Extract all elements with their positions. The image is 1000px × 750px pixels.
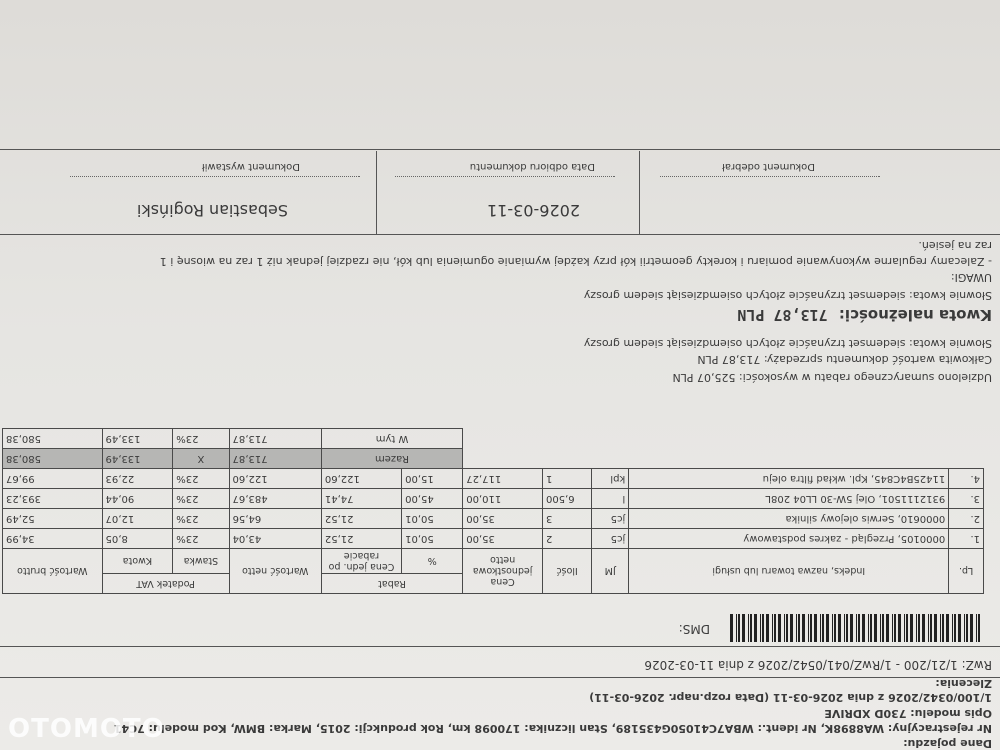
col-vat-rate: Stawka bbox=[173, 549, 229, 574]
received-by-label: Dokument odebrał bbox=[721, 161, 815, 172]
orders-line: 1/100/0342/2026 z dnia 2026-03-11 (Data rozp.napr. 2026-03-11) bbox=[589, 691, 992, 704]
razem-label: Razem bbox=[321, 449, 462, 469]
table-row: 4. 11425B4C845, Kpl. wkład filtra oleju kpl 1 117,27 15,00 122,60 122,60 23% 22,93 99,67 bbox=[3, 469, 984, 489]
discount-line: Udzielono sumarycznego rabatu w wysokości: 525,07 PLN bbox=[672, 371, 992, 384]
wtym-row: W tym 713,87 23% 133,49 580,38 bbox=[3, 429, 984, 449]
col-name: Indeks, nazwa towaru lub usługi bbox=[629, 549, 949, 594]
barcode bbox=[730, 614, 980, 642]
col-vat-amount: Kwota bbox=[102, 549, 173, 574]
total-value-line: Całkowita wartość dokumentu sprzedaży: 713,87 PLN bbox=[697, 353, 992, 366]
col-rebate: Rabat bbox=[321, 574, 462, 594]
amount-due-label: Kwota należności: bbox=[838, 306, 992, 324]
table-row: 2. 0000610, Serwis olejowy silnika jc5 3 35,00 50,01 21,52 64,56 23% 12,07 52,49 bbox=[3, 509, 984, 529]
col-unit-price: Cena jednostkowa netto bbox=[463, 549, 543, 594]
received-date-label: Data odbioru dokumentu bbox=[469, 161, 595, 172]
col-rebate-price: Cena jedn. po rabacie bbox=[321, 549, 401, 574]
issued-by-name: Sebastian Rogiński bbox=[136, 201, 288, 220]
amount-words-total: Słownie kwota: siedemset trzynaście złotych osiemdziesiąt siedem groszy bbox=[583, 337, 992, 350]
wtym-label: W tym bbox=[321, 429, 462, 449]
vehicle-line: Nr rejestracyjny: WA8898K, Nr ident.: WBA7C41050G435189, Stan licznika: 170098 km, Rok produkcji: 2015, Marka: BMW, Kod modelu: 7C41 bbox=[113, 722, 992, 735]
col-qty: Ilość bbox=[543, 549, 592, 594]
razem-row: Razem 713,87 X 133,49 580,38 bbox=[3, 449, 984, 469]
received-date: 2026-03-11 bbox=[487, 201, 580, 220]
issued-by-label: Dokument wystawił bbox=[201, 161, 300, 172]
otomoto-watermark: OTOMOTO bbox=[8, 714, 165, 744]
model-line: Opis modelu: 730D XDRIVE bbox=[824, 707, 992, 720]
dms-label: DMS: bbox=[678, 622, 710, 636]
amount-words-due: Słownie kwota: siedemset trzynaście złotych osiemdziesiąt siedem groszy bbox=[583, 289, 992, 302]
col-jm: JM bbox=[592, 549, 629, 594]
table-row: 3. 9312111501, Olej 5W-30 LL04 208L l 6,500 110,00 45,00 74,41 483,67 23% 90,44 393,23 bbox=[3, 489, 984, 509]
amount-due-value: 713,87 PLN bbox=[737, 306, 828, 324]
col-rebate-pct: % bbox=[402, 549, 463, 574]
rwz-line: RwZ: 1/21/200 - 1/RwZ/041/0542/2026 z dnia 11-03-2026 bbox=[644, 658, 992, 672]
col-gross-value: Wartość brutto bbox=[3, 549, 103, 594]
col-vat: Podatek VAT bbox=[102, 574, 229, 594]
orders-label: Zlecenia: bbox=[935, 677, 992, 690]
table-row: 1. 0000105, Przegląd - zakres podstawowy jc5 2 35,00 50,01 21,52 43,04 23% 8,05 34,99 bbox=[3, 529, 984, 549]
col-net-value: Wartość netto bbox=[229, 549, 321, 594]
items-table bbox=[2, 428, 984, 594]
vehicle-label: Dane pojazdu: bbox=[903, 737, 992, 750]
amount-due bbox=[737, 306, 992, 324]
col-lp: Lp. bbox=[949, 549, 984, 594]
note-line-2: raz na jesień. bbox=[918, 239, 992, 252]
table-header-row bbox=[3, 574, 984, 594]
note-line-1: - Zalecamy regularne wykonywanie pomiaru i korekty geometrii kół przy każdej wymianie ogumienia lub kół, nie rzadziej jednak niż 1 raz na wiosnę i 1 bbox=[159, 255, 992, 268]
note-title: UWAGI: bbox=[950, 271, 992, 284]
